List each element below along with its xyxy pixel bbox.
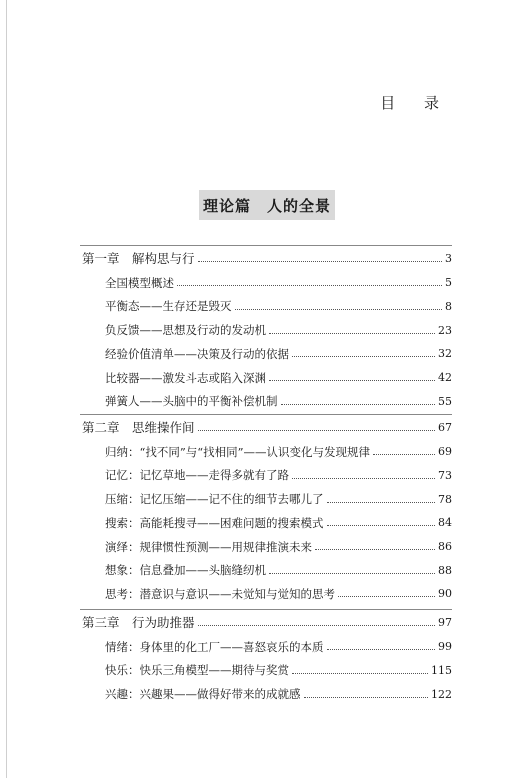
page-number: 67 <box>438 420 452 434</box>
section-title: 思考：潜意识与意识——未觉知与觉知的思考 <box>105 586 335 601</box>
dot-leader <box>327 502 436 503</box>
section-title: 压缩：记忆压缩——记不住的细节去哪儿了 <box>105 492 324 507</box>
chapter-entry <box>82 417 452 437</box>
chapter-title: 第一章 解构思与行 <box>82 251 195 266</box>
page-number: 115 <box>431 663 452 677</box>
dot-leader <box>292 673 428 674</box>
page-number: 78 <box>438 492 452 506</box>
dot-leader <box>315 549 435 550</box>
dot-leader <box>327 649 436 650</box>
chapter-divider <box>80 609 452 610</box>
page-number: 23 <box>438 323 452 337</box>
dot-leader <box>269 333 435 334</box>
dot-leader <box>292 356 435 357</box>
dot-leader <box>198 625 435 626</box>
chapter-title: 第三章 行为助推器 <box>82 615 195 630</box>
chapter-divider <box>80 245 452 246</box>
section-entry <box>105 684 452 704</box>
section-entry <box>105 273 452 293</box>
toc-title: 目 录 <box>380 94 451 112</box>
dot-leader <box>327 525 436 526</box>
section-entry <box>105 296 452 316</box>
page-number: 5 <box>445 276 452 290</box>
chapter-divider <box>80 414 452 415</box>
section-entry <box>105 513 452 533</box>
section-title: 经验价值清单——决策及行动的依据 <box>105 346 289 361</box>
dot-leader <box>281 404 436 405</box>
page-number: 99 <box>438 640 452 654</box>
page-number: 86 <box>438 540 452 553</box>
chapter-entry <box>82 612 452 632</box>
section-title: 快乐：快乐三角模型——期待与奖赏 <box>105 663 289 678</box>
page-number: 122 <box>431 687 452 701</box>
section-title: 负反馈——思想及行动的发动机 <box>105 323 266 338</box>
dot-leader <box>235 309 443 310</box>
page-number: 90 <box>438 587 452 601</box>
dot-leader <box>338 596 435 597</box>
page-number: 69 <box>438 445 452 459</box>
section-entry <box>105 637 452 657</box>
section-entry <box>105 560 452 580</box>
section-entry <box>105 368 452 388</box>
part-banner: 理论篇 人的全景 <box>199 190 335 220</box>
section-title: 搜索：高能耗搜寻——困难问题的搜索模式 <box>105 515 324 530</box>
section-title: 想象：信息叠加——头脑缝纫机 <box>105 563 266 578</box>
section-title: 兴趣：兴趣果——做得好带来的成就感 <box>105 687 301 702</box>
dot-leader <box>198 261 442 262</box>
section-entry <box>105 344 452 364</box>
dot-leader <box>269 573 435 574</box>
section-title: 归纳：“找不同”与“找相同”——认识变化与发现规律 <box>105 444 371 459</box>
section-title: 全国模型概述 <box>105 275 174 290</box>
page-number: 97 <box>438 615 452 629</box>
page-number: 73 <box>438 468 452 482</box>
dot-leader <box>373 454 435 455</box>
page-number: 88 <box>438 563 452 577</box>
dot-leader <box>177 285 442 286</box>
page-edge-line <box>6 0 7 778</box>
section-entry <box>105 465 452 485</box>
chapter-title: 第二章 思维操作间 <box>82 420 195 435</box>
page-number: 3 <box>445 251 452 265</box>
section-title: 弹簧人——头脑中的平衡补偿机制 <box>105 394 278 409</box>
section-entry <box>105 584 452 604</box>
section-entry <box>105 537 452 557</box>
page-number: 8 <box>445 299 452 313</box>
page-number: 42 <box>438 371 452 384</box>
section-title: 演绎：规律惯性预测——用规律推演未来 <box>105 539 312 554</box>
page-number: 55 <box>438 394 452 408</box>
section-entry <box>105 320 452 340</box>
dot-leader <box>292 478 435 479</box>
dot-leader <box>304 697 429 698</box>
section-entry <box>105 489 452 509</box>
section-title: 平衡态——生存还是毁灭 <box>105 299 232 314</box>
section-entry <box>105 442 452 462</box>
dot-leader <box>269 380 435 381</box>
section-entry <box>105 660 452 680</box>
page-number: 32 <box>438 347 452 361</box>
section-title: 比较器——激发斗志或陷入深渊 <box>105 370 266 385</box>
section-title: 情绪：身体里的化工厂——喜怒哀乐的本质 <box>105 639 324 654</box>
section-title: 记忆：记忆草地——走得多就有了路 <box>105 468 289 483</box>
dot-leader <box>198 430 435 431</box>
page-number: 84 <box>438 516 452 530</box>
chapter-entry <box>82 248 452 268</box>
section-entry <box>105 391 452 411</box>
